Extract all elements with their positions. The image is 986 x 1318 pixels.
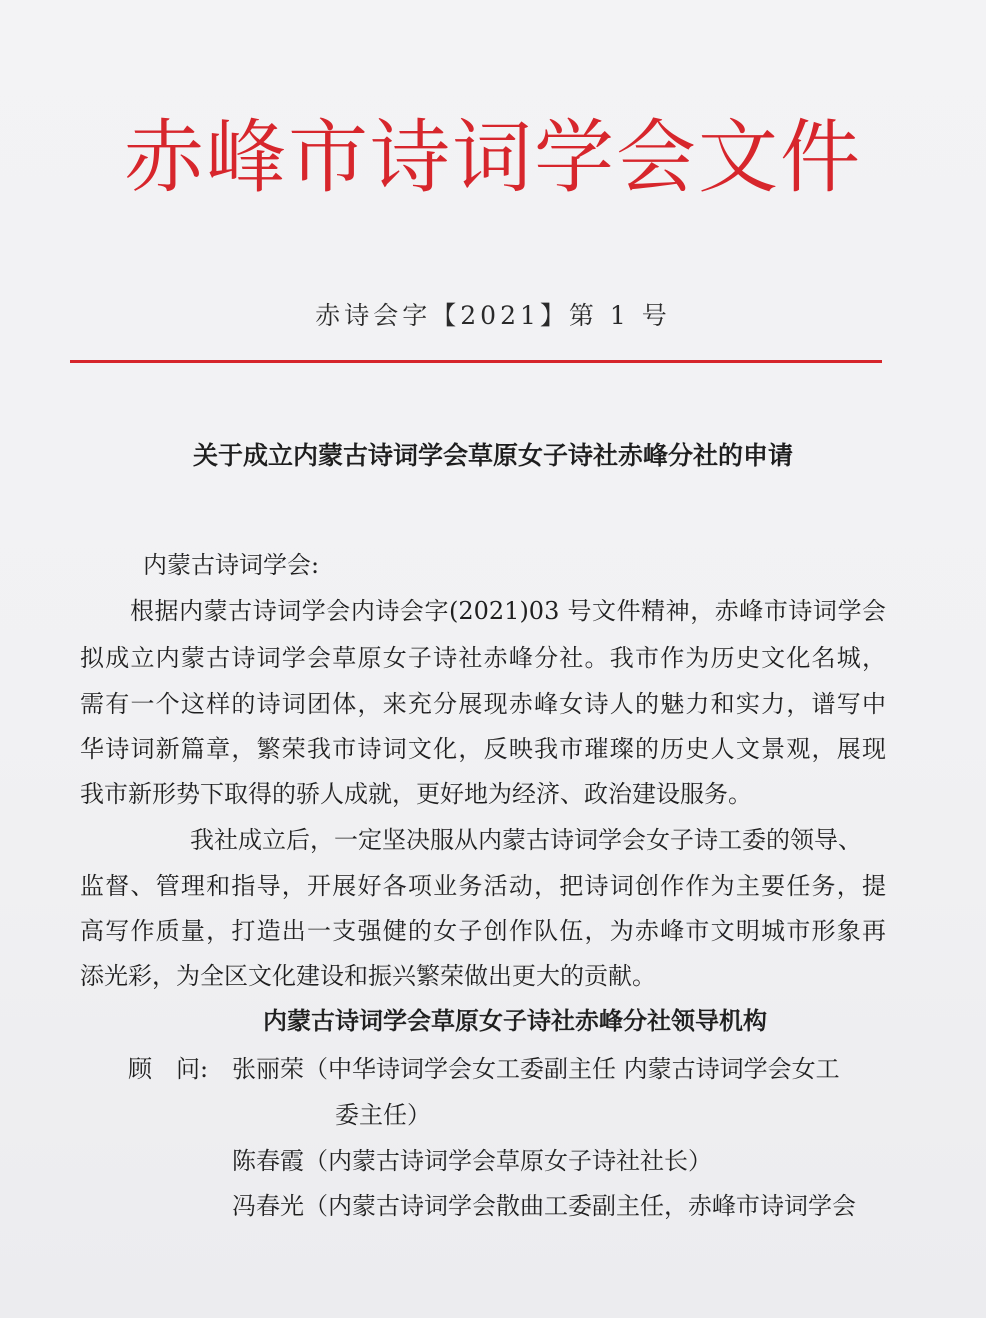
paragraph-2-line-4: 添光彩，为全区文化建设和振兴繁荣做出更大的贡献。 [80,962,656,990]
paragraph-1-line-3: 需有一个这样的诗词团体，来充分展现赤峰女诗人的魅力和实力，谱写中 [80,690,886,718]
advisor-member-3: 冯春光（内蒙古诗词学会散曲工委副主任，赤峰市诗词学会 [232,1192,856,1220]
paragraph-2-line-3: 高写作质量，打造出一支强健的女子创作队伍，为赤峰市文明城市形象再 [80,917,886,945]
advisor-role-label: 顾 问: [128,1055,209,1083]
advisor-member-1-continued: 委主任） [335,1101,431,1129]
document-header-title: 赤峰市诗词学会文件 [124,111,862,204]
paragraph-1-line-1: 根据内蒙古诗词学会内诗会字(2021)03 号文件精神，赤峰市诗词学会 [130,597,886,625]
document-subject: 关于成立内蒙古诗词学会草原女子诗社赤峰分社的申请 [192,441,793,470]
red-divider-line [70,360,882,363]
leadership-section-title: 内蒙古诗词学会草原女子诗社赤峰分社领导机构 [263,1007,767,1035]
paragraph-1-line-4: 华诗词新篇章，繁荣我市诗词文化，反映我市璀璨的历史人文景观，展现 [80,735,886,763]
paragraph-2-line-1: 我社成立后，一定坚决服从内蒙古诗词学会女子诗工委的领导、 [190,826,862,854]
paragraph-2-line-2: 监督、管理和指导，开展好各项业务活动，把诗词创作作为主要任务，提 [80,872,886,900]
document-number: 赤诗会字【2021】第 1 号 [315,301,671,330]
paragraph-1-line-2: 拟成立内蒙古诗词学会草原女子诗社赤峰分社。我市作为历史文化名城， [80,644,886,672]
advisor-member-2: 陈春霞（内蒙古诗词学会草原女子诗社社长） [232,1147,712,1175]
paragraph-1-line-5: 我市新形势下取得的骄人成就，更好地为经济、政治建设服务。 [80,780,752,808]
salutation: 内蒙古诗词学会: [143,551,320,579]
advisor-member-1: 张丽荣（中华诗词学会女工委副主任 内蒙古诗词学会女工 [232,1055,840,1083]
